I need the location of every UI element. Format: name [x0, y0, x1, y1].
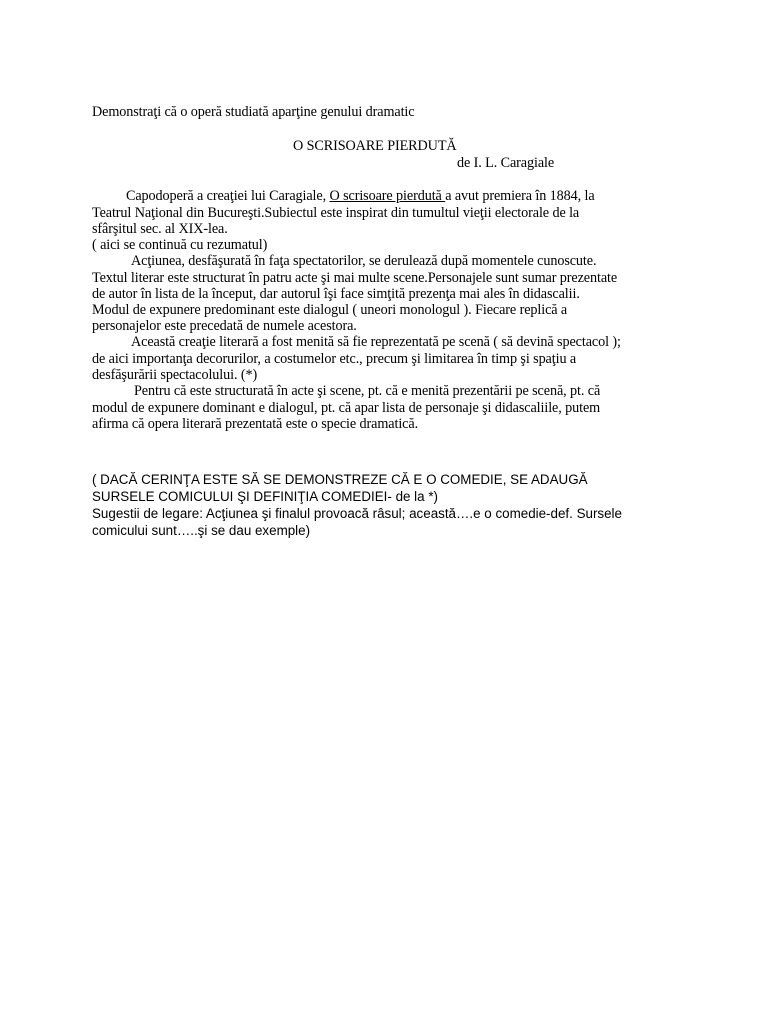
summary-placeholder: ( aici se continuă cu rezumatul) — [92, 237, 268, 253]
paragraph-1-line-2: Teatrul Naţional din Bucureşti.Subiectul este inspirat din tumultul vieţii electorale de la — [92, 205, 580, 221]
work-author: de I. L. Caragiale — [457, 155, 555, 171]
comedy-note-line-1: ( DACĂ CERINŢA ESTE SĂ SE DEMONSTREZE CĂ E O COMEDIE, SE ADAUGĂ — [92, 472, 588, 487]
linking-suggestion-line-2: comicului sunt…..şi se dau exemple) — [92, 523, 311, 538]
paragraph-4-line-3: afirma că opera literară prezentată este o specie dramatică. — [92, 416, 419, 432]
document-heading: Demonstraţi că o operă studiată aparţine genului dramatic — [92, 104, 415, 120]
paragraph-2-line-1: Acţiunea, desfăşurată în faţa spectatorilor, se derulează după momentele cunoscute. — [131, 253, 597, 269]
linking-suggestion-line-1: Sugestii de legare: Acţiunea şi finalul provoacă râsul; această….e o comedie-def. Sursele — [92, 506, 622, 521]
paragraph-1-text: Capodoperă a creaţiei lui Caragiale, — [126, 188, 330, 204]
paragraph-3-line-3: desfăşurării spectacolului. (*) — [92, 367, 258, 383]
paragraph-3-line-1: Această creaţie literară a fost menită să fie reprezentată pe scenă ( să devină spectacol ); — [131, 334, 621, 350]
paragraph-2-line-2: Textul literar este structurat în patru acte şi mai multe scene.Personajele sunt sumar prezentate — [92, 270, 618, 286]
paragraph-2-line-5: personajelor este precedată de numele acestora. — [92, 318, 357, 334]
paragraph-4-line-1: Pentru că este structurată în acte şi scene, pt. că e menită prezentării pe scenă, pt. că — [134, 383, 601, 399]
paragraph-3-line-2: de aici importanţa decorurilor, a costumelor etc., precum şi limitarea în timp şi spaţiu a — [92, 351, 577, 367]
paragraph-1-line-1 — [126, 188, 595, 204]
work-title: O SCRISOARE PIERDUTĂ — [293, 138, 457, 154]
paragraph-1-text-end: a avut premiera în 1884, la — [445, 188, 595, 204]
work-title-underlined: O scrisoare pierdută — [329, 188, 446, 204]
comedy-note-line-2: SURSELE COMICULUI ŞI DEFINIŢIA COMEDIEI- de la *) — [92, 489, 438, 504]
paragraph-2-line-3: de autor în lista de la început, dar autorul îşi face simţită prezenţa mai ales în didascalii. — [92, 286, 580, 302]
paragraph-1-line-3: sfârşitul sec. al XIX-lea. — [92, 221, 228, 237]
paragraph-2-line-4: Modul de expunere predominant este dialogul ( uneori monologul ). Fiecare replică a — [92, 302, 568, 318]
paragraph-4-line-2: modul de expunere dominant e dialogul, pt. că apar lista de personaje şi didascaliile, putem — [92, 400, 601, 416]
